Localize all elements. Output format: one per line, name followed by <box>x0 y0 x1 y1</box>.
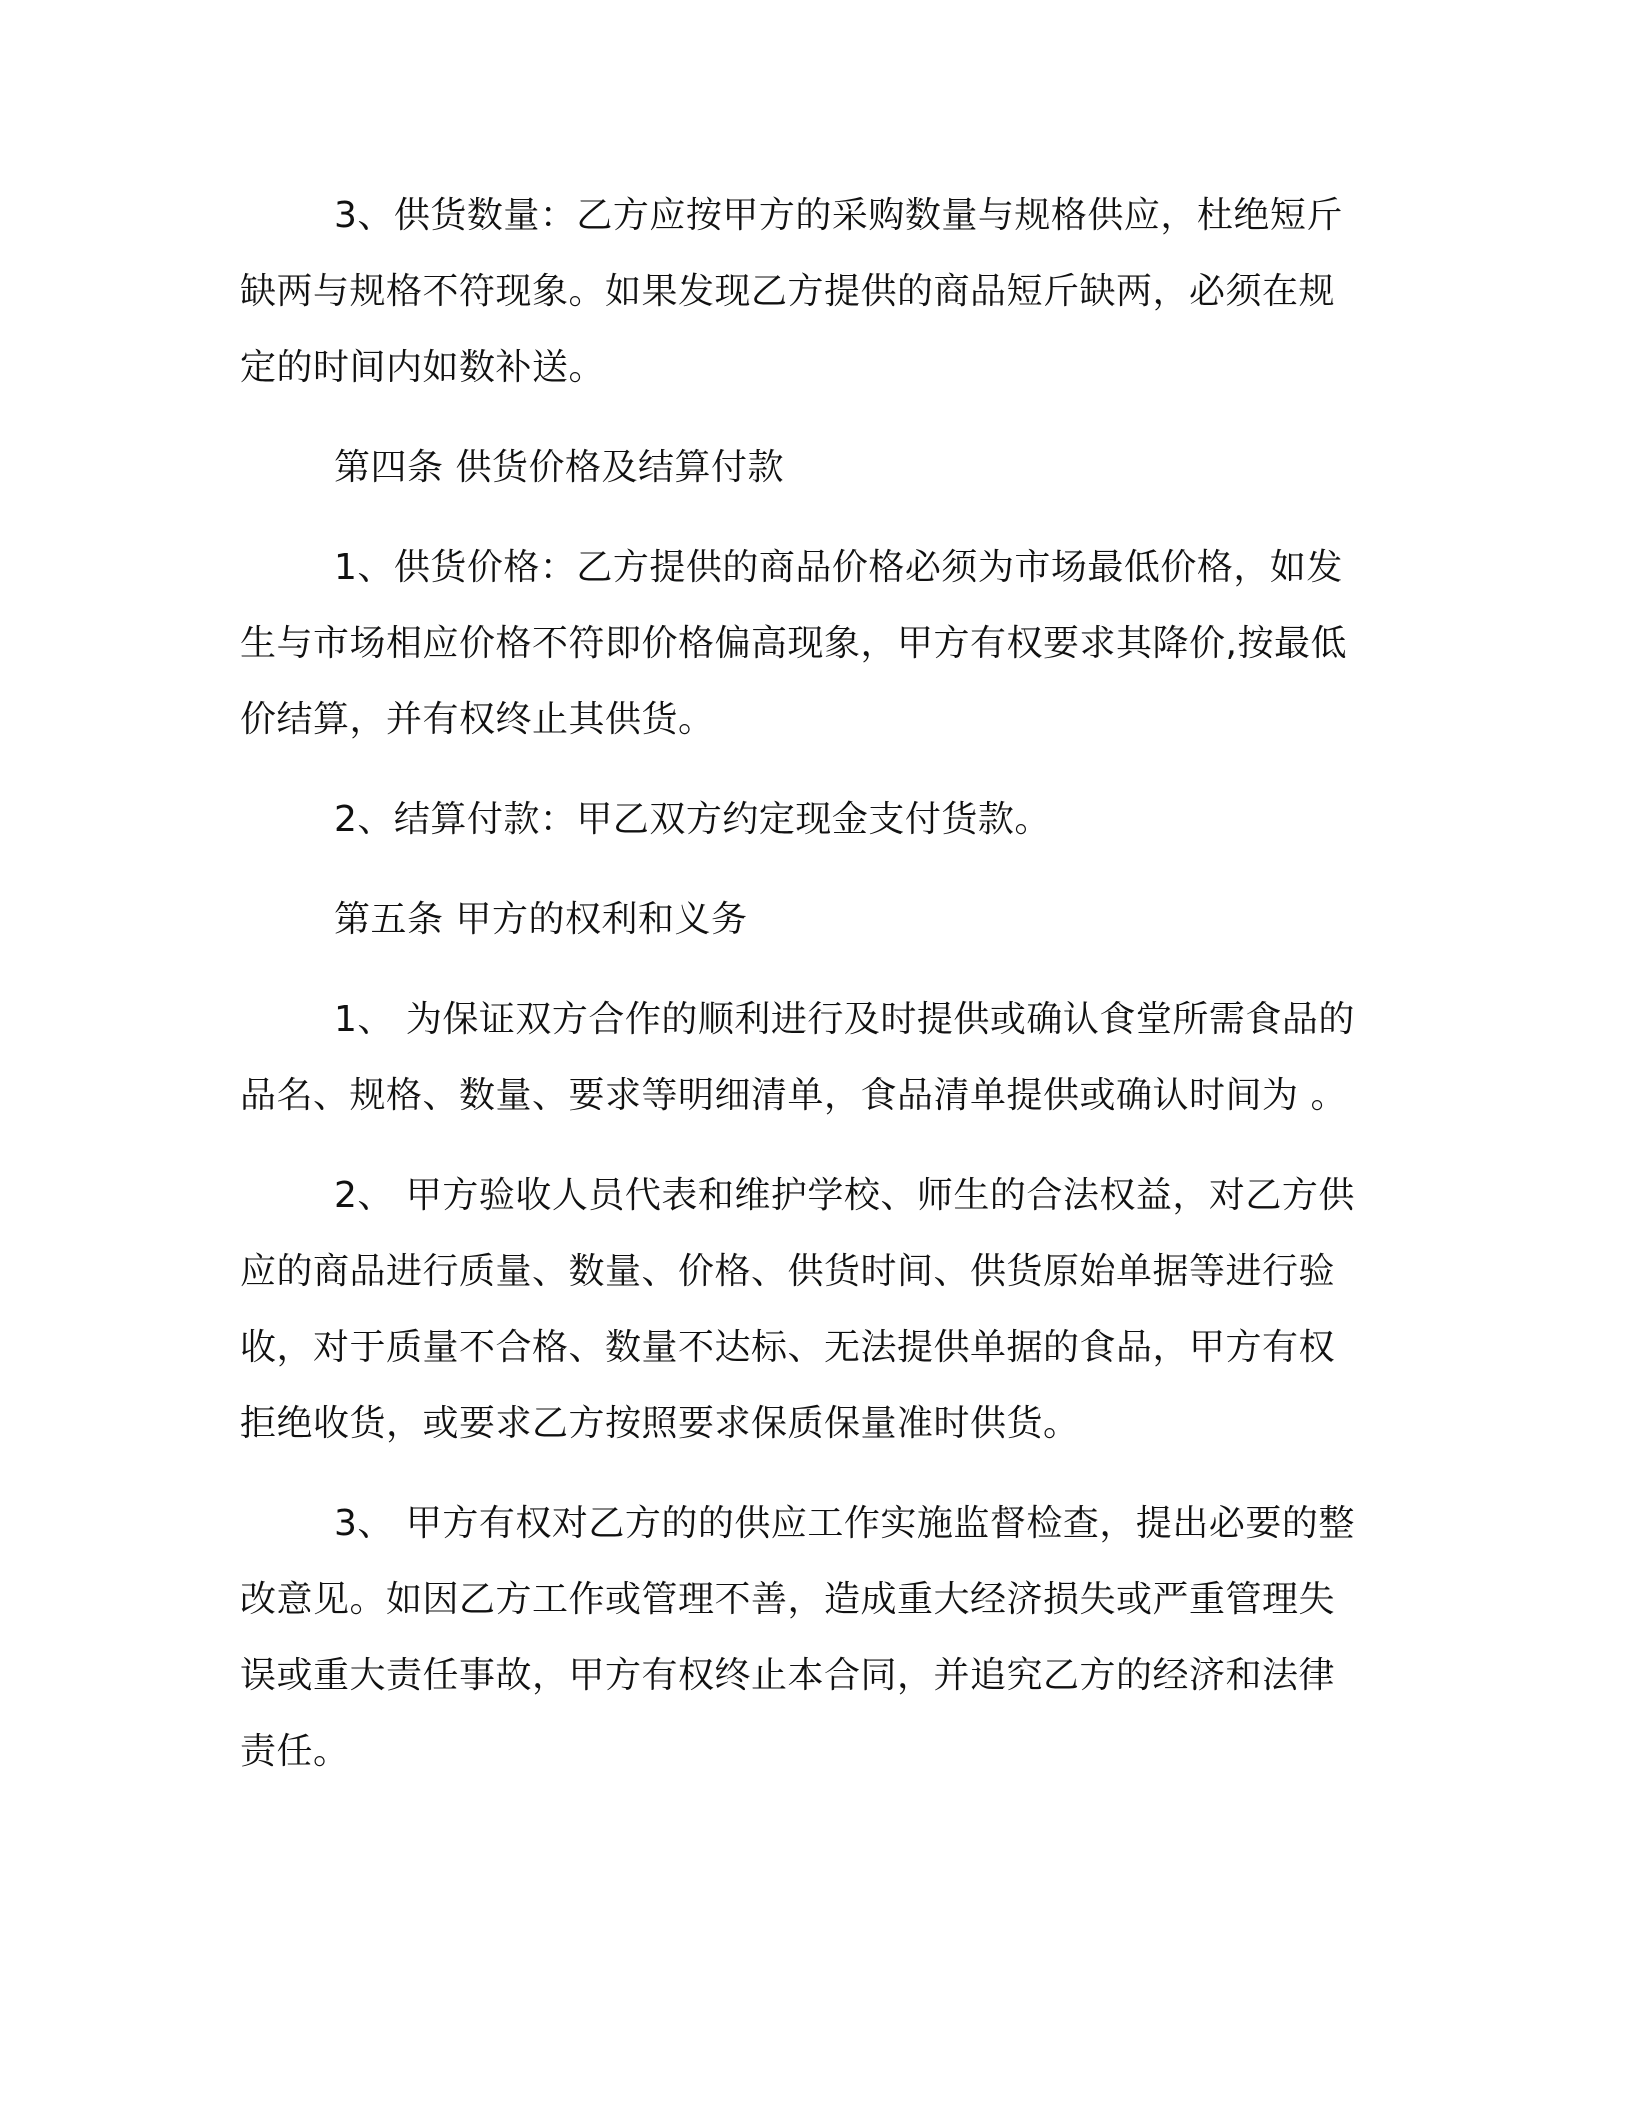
paragraph-spacer <box>240 506 1360 530</box>
clause-supply-price: 1、供货价格：乙方提供的商品价格必须为市场最低价格，如发生与市场相应价格不符即价格偏高现象，甲方有权要求其降价,按最低价结算，并有权终止其供货。 <box>240 547 1347 740</box>
party-a-duty-2: 2、 甲方验收人员代表和维护学校、师生的合法权益，对乙方供应的商品进行质量、数量、价格、供货时间、供货原始单据等进行验收，对于质量不合格、数量不达标、无法提供单据的食品，甲方有权拒绝收货，或要求乙方按照要求保质保量准时供货。 <box>240 1175 1355 1444</box>
paragraph-spacer <box>240 858 1360 882</box>
paragraph-spacer <box>240 758 1360 782</box>
party-a-duty-1: 1、 为保证双方合作的顺利进行及时提供或确认食堂所需食品的品名、规格、数量、要求等明细清单，食品清单提供或确认时间为 。 <box>240 999 1355 1116</box>
paragraph-spacer <box>240 1134 1360 1158</box>
document-body <box>240 178 1360 1790</box>
article-4-heading: 第四条 供货价格及结算付款 <box>334 447 784 488</box>
party-a-duty-3: 3、 甲方有权对乙方的的供应工作实施监督检查，提出必要的整改意见。如因乙方工作或管理不善，造成重大经济损失或严重管理失误或重大责任事故，甲方有权终止本合同，并追究乙方的经济和法律责任。 <box>240 1503 1355 1772</box>
clause-supply-quantity: 3、供货数量：乙方应按甲方的采购数量与规格供应，杜绝短斤缺两与规格不符现象。如果发现乙方提供的商品短斤缺两，必须在规定的时间内如数补送。 <box>240 195 1343 388</box>
paragraph-spacer <box>240 406 1360 430</box>
article-5-heading: 第五条 甲方的权利和义务 <box>334 899 748 940</box>
paragraph-spacer <box>240 1462 1360 1486</box>
paragraph-spacer <box>240 958 1360 982</box>
clause-settlement-payment: 2、结算付款：甲乙双方约定现金支付货款。 <box>334 799 1051 840</box>
